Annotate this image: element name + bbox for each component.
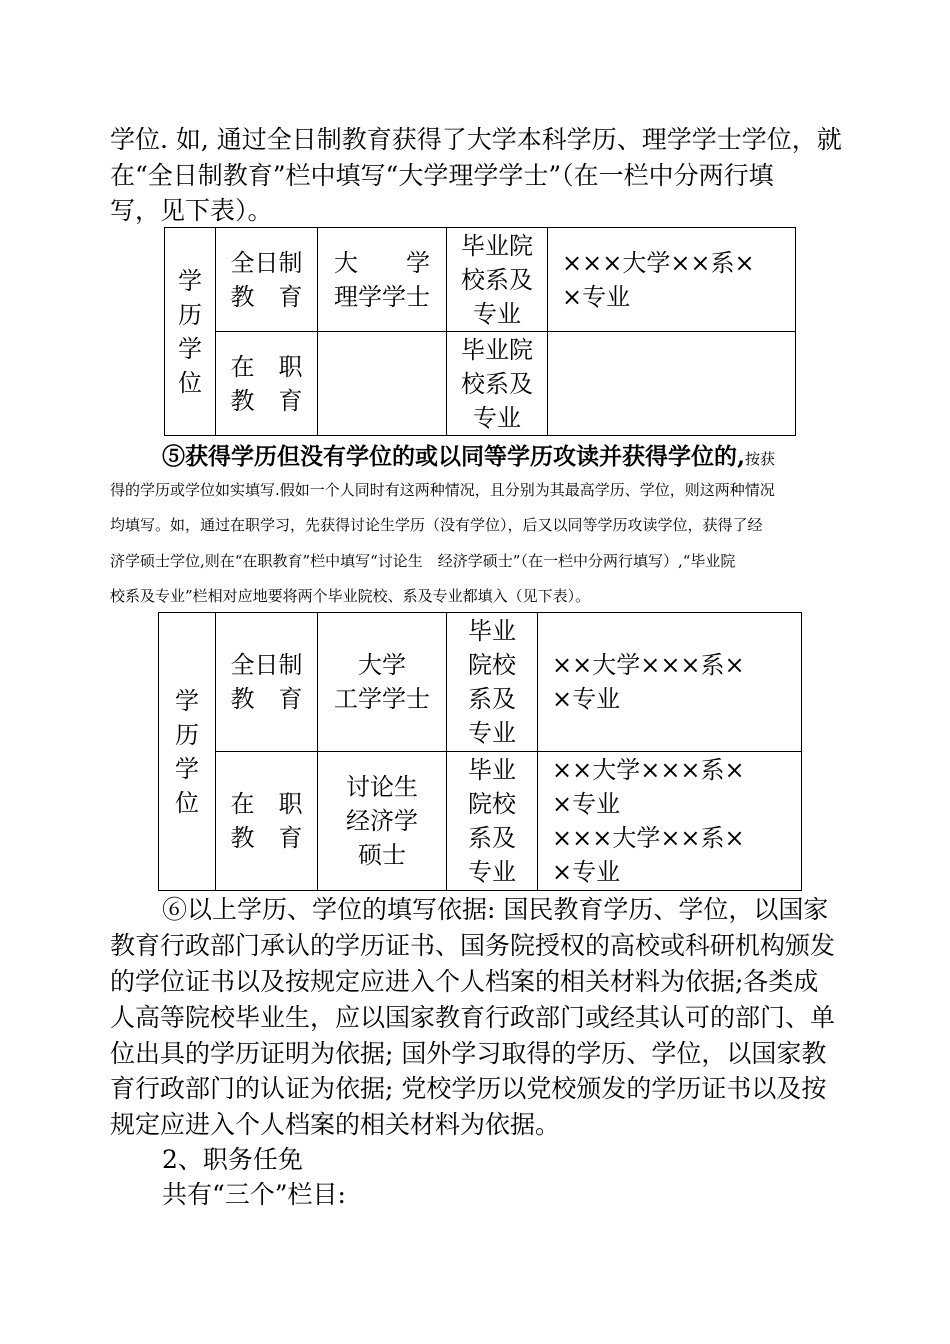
table2-onjob-degree: 讨论生 经济学 硕士 [318,752,447,891]
intro-line-3: 写，见下表）。 [110,196,273,225]
table1-onjob-label: 在 职 教 育 [216,332,318,436]
p5-tail: 按获 [745,450,776,468]
table2-school-label: 毕业 院校 系及 专业 [447,613,538,752]
p5-line-3: 均填写。如，通过在职学习，先获得讨论生学历（没有学位），后又以同等学历攻读学位，获得了经 [110,516,763,534]
table2-fulltime-school: ××大学×××系× ×专业 [538,613,802,752]
p6-line-4: 人高等院校毕业生，应以国家教育行政部门或经其认可的部门、单 [110,1003,836,1032]
education-table-2 [158,612,802,891]
table1-school-label-2: 毕业院 校系及 专业 [447,332,548,436]
table1-fulltime-label: 全日制 教 育 [216,228,318,332]
p5-bold: ⑤获得学历但没有学位的或以同等学历攻读并获得学位的, [162,443,746,470]
education-table-1 [164,227,796,436]
table2-onjob-school: ××大学×××系× ×专业 ×××大学××系× ×专业 [538,752,802,891]
p6-line-6: 育行政部门的认证为依据; 党校学历以党校颁发的学历证书以及按 [110,1074,827,1103]
intro-line-2: 在“全日制教育”栏中填写“大学理学学士”（在一栏中分两行填 [110,161,774,190]
table2-fulltime-degree: 大学 工学学士 [318,613,447,752]
p6-line-5: 位出具的学历证明为依据; 国外学习取得的学历、学位，以国家教 [110,1039,827,1068]
table1-onjob-school [548,332,796,436]
table1-fulltime-degree: 大 学 理学学士 [318,228,447,332]
section-title: 2、职务任免 [162,1145,303,1174]
table2-header: 学历学位 [159,613,216,891]
p5-line-4: 济学硕士学位,则在“在职教育”栏中填写“讨论生 经济学硕士”（在一栏中分两行填写）,“毕业院 [110,552,736,570]
table1-onjob-degree [318,332,447,436]
p5-line-5: 校系及专业”栏相对应地要将两个毕业院校、系及专业都填入（见下表）。 [110,587,591,605]
intro-line-1: 学位. 如, 通过全日制教育获得了大学本科学历、理学学士学位，就 [110,125,842,154]
table1-fulltime-school: ×××大学××系× ×专业 [548,228,796,332]
table1-header: 学历学位 [165,228,216,436]
p5-line-2: 得的学历或学位如实填写.假如一个人同时有这两种情况，且分别为其最高学历、学位，则这两种情况 [110,481,775,499]
p5-line-1 [162,438,775,477]
p6-line-2: 教育行政部门承认的学历证书、国务院授权的高校或科研机构颁发 [110,931,836,960]
section-subtitle: 共有“三个”栏目: [162,1180,346,1209]
p6-line-1: ⑥以上学历、学位的填写依据: 国民教育学历、学位，以国家 [162,895,829,924]
table2-onjob-label: 在 职 教 育 [216,752,318,891]
p6-line-3: 的学位证书以及按规定应进入个人档案的相关材料为依据;各类成 [110,967,819,996]
p6-line-7: 规定应进入个人档案的相关材料为依据。 [110,1110,561,1139]
table1-school-label: 毕业院 校系及 专业 [447,228,548,332]
table2-fulltime-label: 全日制 教 育 [216,613,318,752]
table2-school-label-2: 毕业 院校 系及 专业 [447,752,538,891]
